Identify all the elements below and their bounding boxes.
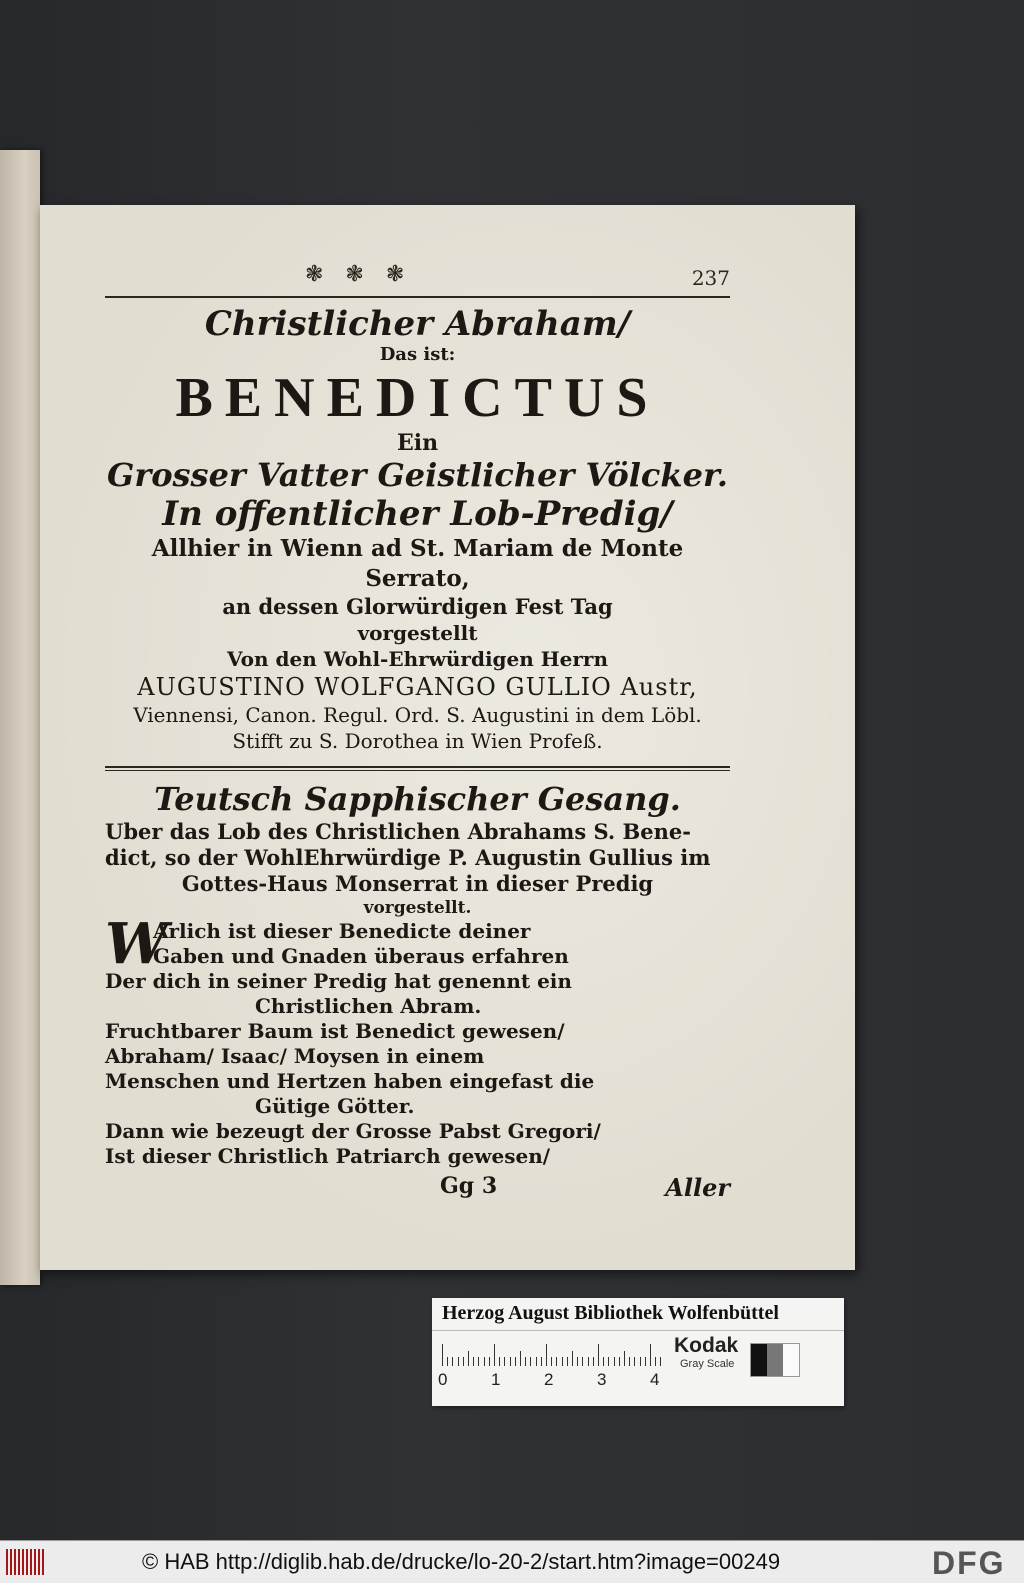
title-line-4: Ein <box>396 430 439 456</box>
header-rule <box>105 296 730 298</box>
library-name: Herzog August Bibliothek Wolfenbüttel <box>442 1302 779 1324</box>
title-line-5: Grosser Vatter Geistlicher Völcker. <box>107 456 728 494</box>
catchword: Aller <box>665 1173 730 1202</box>
ruler-tick <box>510 1357 511 1366</box>
ruler-tick <box>489 1357 490 1366</box>
ruler-tick <box>577 1357 578 1366</box>
ruler-tick <box>629 1357 630 1366</box>
ruler-tick <box>582 1357 583 1366</box>
ruler-tick <box>463 1357 464 1366</box>
ornament-icons: ❃❃❃ <box>305 262 427 287</box>
ruler-tick <box>655 1357 656 1366</box>
title-line-9: vorgestellt <box>357 621 478 645</box>
ruler-tick <box>494 1344 495 1366</box>
ruler-tick <box>504 1357 505 1366</box>
ruler-tick <box>458 1357 459 1366</box>
ruler-number: 2 <box>544 1370 554 1389</box>
ruler-tick <box>645 1357 646 1366</box>
verse-line: Arlich ist dieser Benedicte deiner <box>153 919 531 943</box>
card-divider <box>432 1330 844 1331</box>
title-block <box>105 304 730 754</box>
ruler-tick <box>588 1357 589 1366</box>
ruler-tick <box>614 1357 615 1366</box>
section-intro-4: vorgestellt. <box>363 898 472 918</box>
section-intro-1: Uber das Lob des Christlichen Abrahams S. Bene- <box>105 819 691 844</box>
ruler-tick <box>536 1357 537 1366</box>
title-line-10: Von den Wohl-Ehrwürdigen Herrn <box>227 647 608 671</box>
credit-link[interactable]: © HAB http://diglib.hab.de/drucke/lo-20-2/start.htm?image=00249 <box>142 1549 781 1574</box>
ruler-tick <box>598 1344 599 1366</box>
ruler-tick <box>525 1357 526 1366</box>
verse-line: Gütige Götter. <box>255 1094 415 1118</box>
kodak-logo: Kodak <box>674 1334 739 1357</box>
verse-line: Gaben und Gnaden überaus erfahren <box>153 944 569 968</box>
grayscale-label: Gray Scale <box>680 1358 735 1370</box>
ruler-tick <box>452 1357 453 1366</box>
ruler-tick <box>530 1357 531 1366</box>
dfg-logo: DFG <box>932 1545 1006 1581</box>
ruler-number: 4 <box>650 1370 660 1389</box>
previous-page-edge <box>0 150 40 1285</box>
verse-line: Der dich in seiner Predig hat genennt ein <box>105 969 572 993</box>
ruler-tick <box>473 1357 474 1366</box>
verse-line: Ist dieser Christlich Patriarch gewesen/ <box>105 1144 551 1168</box>
section-divider <box>105 766 730 771</box>
book-page <box>40 205 855 1270</box>
verse-line: Fruchtbarer Baum ist Benedict gewesen/ <box>105 1019 565 1043</box>
ruler-tick <box>650 1344 651 1366</box>
section-title: Teutsch Sapphischer Gesang. <box>154 780 681 818</box>
ruler-tick <box>468 1351 469 1366</box>
title-line-8: an dessen Glorwürdigen Fest Tag <box>222 594 613 619</box>
title-line-12: Viennensi, Canon. Regul. Ord. S. Augustini in dem Löbl. <box>133 703 702 727</box>
gray-swatches <box>750 1343 800 1377</box>
ruler-tick <box>562 1357 563 1366</box>
ruler-tick <box>551 1357 552 1366</box>
verse-block <box>105 911 730 977</box>
ruler-tick <box>603 1357 604 1366</box>
drop-cap: W <box>105 911 168 977</box>
title-line-1: Christlicher Abraham/ <box>204 304 631 344</box>
ruler-tick <box>499 1357 500 1366</box>
ruler-tick <box>624 1351 625 1366</box>
ruler-tick <box>447 1357 448 1366</box>
ruler-tick <box>619 1357 620 1366</box>
verse-line: Abraham/ Isaac/ Moysen in einem <box>105 1044 485 1068</box>
section-intro-2: dict, so der WohlEhrwürdige P. Augustin Gullius im <box>105 845 711 870</box>
section-intro-3: Gottes-Haus Monserrat in dieser Predig <box>181 871 654 896</box>
hab-logo-icon <box>6 1549 46 1575</box>
verse-line: Menschen und Hertzen haben eingefast die <box>105 1069 595 1093</box>
swatch-black <box>751 1344 767 1376</box>
ruler-tick <box>484 1357 485 1366</box>
title-line-7: Allhier in Wienn ad St. Mariam de Monte Serrato, <box>151 535 684 592</box>
ruler-tick <box>593 1357 594 1366</box>
page-footer <box>105 1173 730 1203</box>
scale-ruler <box>442 1336 660 1366</box>
title-line-6: In offentlicher Lob-Predig/ <box>162 494 673 534</box>
ruler-tick <box>660 1357 661 1366</box>
ruler-tick <box>556 1357 557 1366</box>
ruler-tick <box>442 1344 443 1366</box>
title-line-11: AUGUSTINO WOLFGANGO GULLIO Austr, <box>137 673 698 701</box>
swatch-gray <box>767 1344 783 1376</box>
page-header <box>105 260 730 292</box>
page-number: 237 <box>691 266 730 290</box>
verse-line: Christlichen Abram. <box>255 994 482 1018</box>
ruler-number: 1 <box>491 1370 501 1389</box>
ruler-tick <box>520 1351 521 1366</box>
title-main: BENEDICTUS <box>175 367 660 429</box>
swatch-white <box>783 1344 799 1376</box>
title-line-2: Das ist: <box>379 344 456 365</box>
page-content <box>105 260 730 1203</box>
ruler-tick <box>640 1357 641 1366</box>
ruler-numbers <box>438 1370 703 1390</box>
ruler-tick <box>572 1351 573 1366</box>
title-line-13: Stifft zu S. Dorothea in Wien Profeß. <box>232 729 603 753</box>
ruler-tick <box>546 1344 547 1366</box>
viewer-footer <box>0 1540 1024 1583</box>
ruler-tick <box>567 1357 568 1366</box>
ruler-tick <box>515 1357 516 1366</box>
ruler-tick <box>634 1357 635 1366</box>
ruler-number: 0 <box>438 1370 448 1389</box>
library-color-card <box>432 1298 844 1406</box>
ruler-tick <box>541 1357 542 1366</box>
verse-line: Dann wie bezeugt der Grosse Pabst Gregori/ <box>105 1119 601 1143</box>
ruler-tick <box>478 1357 479 1366</box>
ruler-tick <box>608 1357 609 1366</box>
ruler-number: 3 <box>597 1370 607 1389</box>
signature-mark: Gg 3 <box>440 1173 498 1199</box>
